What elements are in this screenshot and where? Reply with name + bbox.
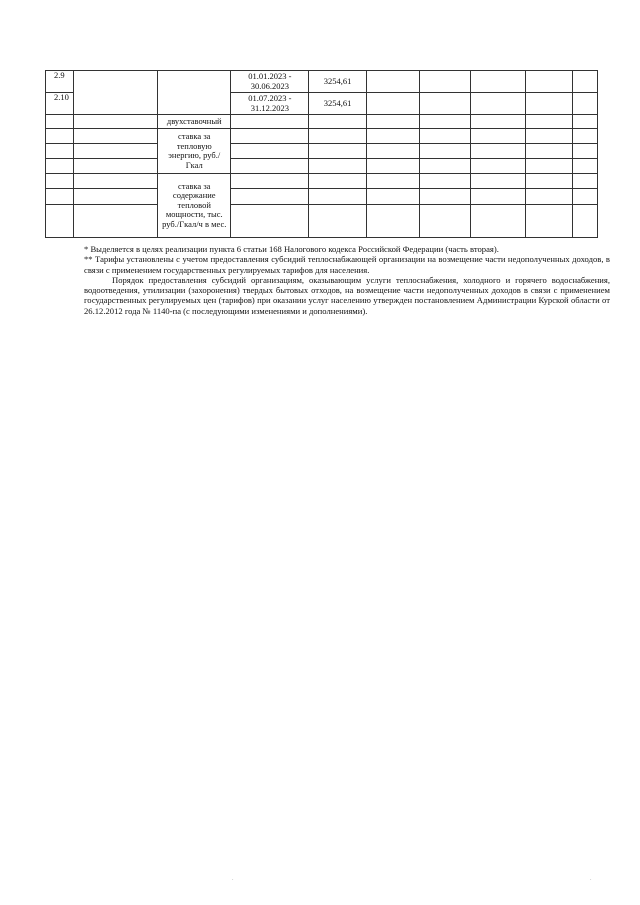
table-row: [46, 189, 598, 205]
row-number: 2.10: [46, 93, 74, 115]
scan-mark: .: [590, 876, 592, 882]
tariff-table: [45, 70, 598, 238]
value-cell: 3254,61: [309, 71, 366, 93]
two-part-label: двухставочный: [158, 115, 231, 129]
table-row: [46, 71, 598, 93]
table-row: [46, 115, 598, 129]
value-cell: 3254,61: [309, 93, 366, 115]
period-cell: 01.07.2023 - 31.12.2023: [231, 93, 309, 115]
heat-rate-label: ставка за тепловую энергию, руб./Гкал: [158, 129, 231, 174]
table-row: [46, 174, 598, 189]
footnote-vat: * Выделяется в целях реализации пункта 6 статьи 168 Налогового кодекса Российской Федерации (часть вторая).: [84, 244, 499, 254]
subsidy-procedure-paragraph: Порядок предоставления субсидий организациям, оказывающим услуги теплоснабжения, холодного и горячего водоснабжения, водоотведения, утилизации (захоронения) твердых бытовых отходов, на возмещение части недополученных доходов в связи с применением государственных регулируемых цен (тарифов) при оказании услуг населению утвержден постановлением Администрации Курской области от 26.12.2012 года № 1140-па (с последующими изменениями и дополнениями).: [84, 274, 610, 316]
table-row: [46, 159, 598, 174]
capacity-rate-label: ставка за содержание тепловой мощности, тыс. руб./Гкал/ч в мес.: [158, 174, 231, 238]
scan-mark: .: [232, 876, 234, 882]
table-row: [46, 129, 598, 144]
footnotes: [84, 244, 610, 316]
footnote-subsidy: ** Тарифы установлены с учетом предоставления субсидий теплоснабжающей организации на возмещение части недополученных доходов, в связи с применением государственных регулируемых тарифов для населения.: [84, 254, 610, 275]
table-row: [46, 205, 598, 238]
row-number: 2.9: [46, 71, 74, 93]
table-row: [46, 144, 598, 159]
period-cell: 01.01.2023 - 30.06.2023: [231, 71, 309, 93]
